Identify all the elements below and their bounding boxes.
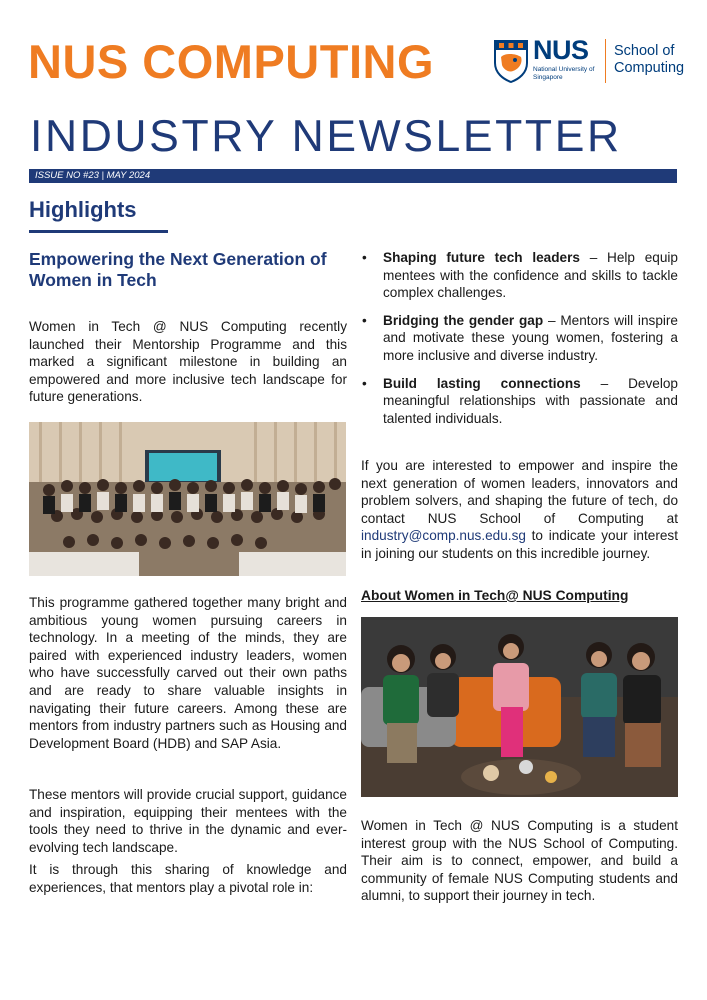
list-item (361, 312, 678, 365)
article-paragraph-mentors: These mentors will provide crucial support, guidance and inspiration, equipping their mentees with the tools they need to thrive in the dynamic and ever-evolving tech landscape. (29, 787, 347, 855)
about-heading: About Women in Tech@ NUS Computing (361, 588, 629, 603)
mentorship-group-photo (29, 422, 346, 576)
article-paragraph-pivotal-role: It is through this sharing of knowledge and experiences, that mentors play a pivotal role in: (29, 862, 347, 895)
contact-text: If you are interested to empower and inspire the next generation of women leaders, innovators and problem solvers, and shaping the future of tech, do contact NUS School of Computing at (361, 458, 678, 526)
school-name: School of Computing (614, 43, 685, 76)
nus-fullname: National University of Singapore (533, 66, 595, 81)
list-item-title: Shaping future tech leaders (383, 250, 580, 265)
women-in-tech-photo (361, 617, 678, 797)
bullet-icon: • (362, 250, 367, 265)
issue-bar: ISSUE NO #23 | MAY 2024 (29, 169, 677, 183)
section-heading: Highlights (29, 197, 137, 222)
section-heading-underline (29, 230, 168, 233)
bullet-icon: • (362, 312, 367, 328)
article-title: Empowering the Next Generation of Women in Tech (29, 249, 327, 290)
article-intro: Women in Tech @ NUS Computing recently launched their Mentorship Programme and this marked a significant milestone in building an empowered and more inclusive tech landscape for future generations. (29, 319, 347, 405)
list-item-title: Bridging the gender gap (383, 312, 544, 328)
contact-text-end: to indicate your interest in joining our students on this incredible journey. (361, 528, 678, 561)
mentor-role-list (361, 249, 678, 437)
about-paragraph: Women in Tech @ NUS Computing is a student interest group with the NUS School of Computing. Their aim is to connect, empower, and build a community of female NUS Computing students and alumni, to support their journey in tech. (361, 818, 678, 904)
nus-soc-logo (493, 37, 693, 87)
masthead-title-main: INDUSTRY NEWSLETTER (30, 112, 622, 161)
list-item-text: – Develop meaningful relationships with passionate and talented individuals. (383, 375, 678, 426)
bullet-icon: • (362, 375, 367, 391)
masthead-title-top: NUS COMPUTING (28, 35, 434, 88)
article-paragraph-programme: This programme gathered together many bright and ambitious young women pursuing careers in technology. In a meeting of the minds, they are paired with experienced industry leaders, women who have successfully carved out their own paths and are ready to share valuable insights in navigating their future careers. Among these are mentors from industry partners such as Housing and Development Board (HDB) and SAP Asia. (29, 595, 347, 751)
list-item-text: – Help equip mentees with the confidence and skills to tackle complex challenges. (383, 250, 678, 301)
list-item (361, 375, 678, 428)
contact-email-link[interactable]: industry@comp.nus.edu.sg (361, 528, 526, 544)
nus-crest-icon (493, 39, 529, 83)
list-item-text: – Mentors will inspire and motivate these young women, fostering a more inclusive and diverse industry. (383, 312, 678, 363)
nus-wordmark: NUS (533, 35, 589, 65)
list-item (361, 249, 678, 302)
list-item-title: Build lasting connections (383, 375, 581, 391)
contact-paragraph (361, 457, 678, 563)
logo-divider (605, 39, 606, 83)
